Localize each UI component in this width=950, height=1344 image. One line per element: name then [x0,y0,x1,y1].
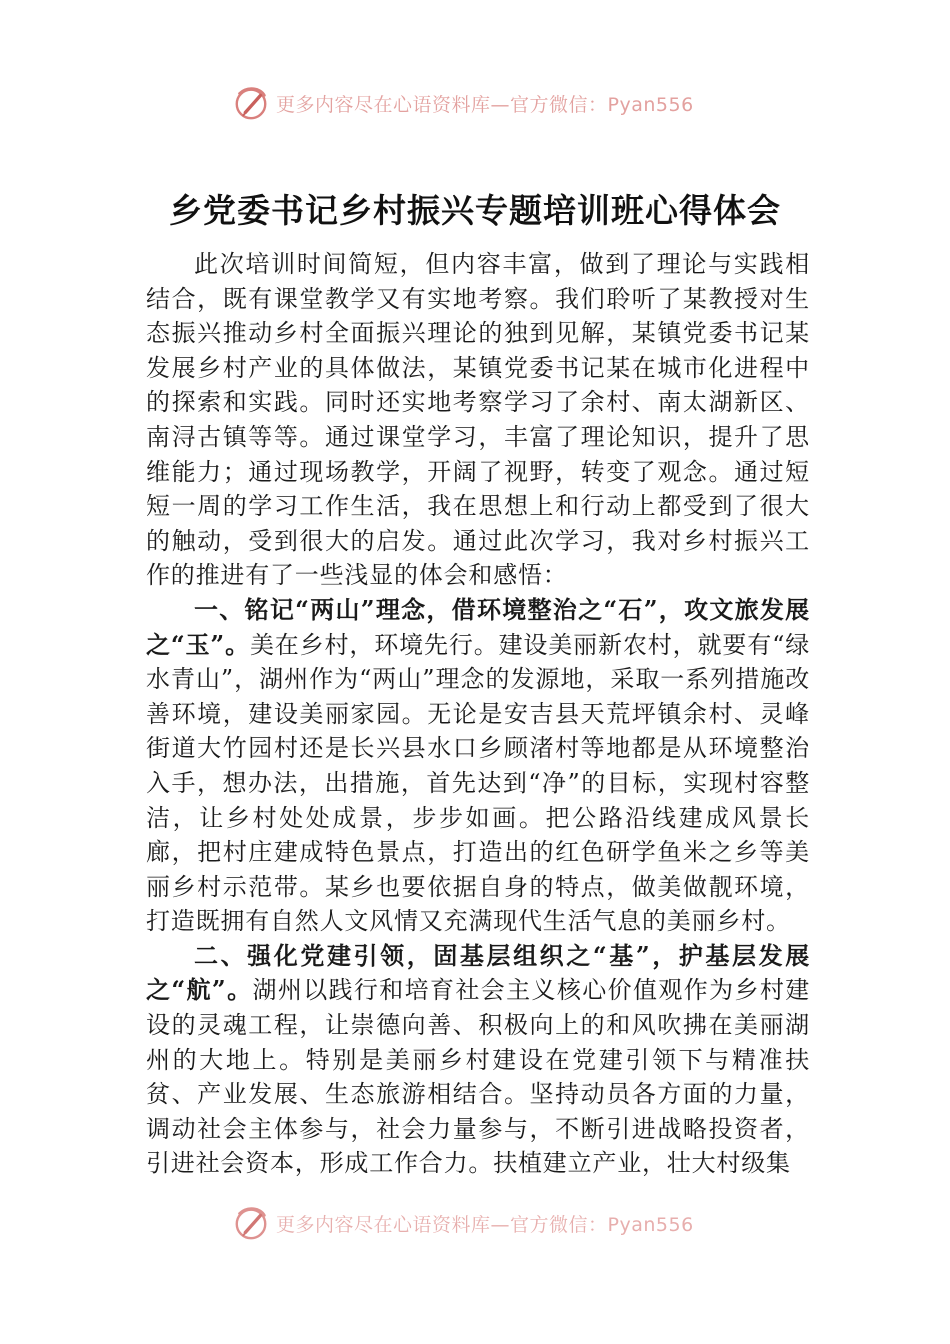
body-paragraph [146,593,810,939]
header-watermark [232,83,694,123]
footer-watermark [232,1203,694,1243]
watermark-text: 更多内容尽在心语资料库—官方微信：Pyan556 [276,93,694,116]
document-title: 乡党委书记乡村振兴专题培训班心得体会 [169,191,781,230]
section-heading: 二、强化党建引领，固基层组织之“基”，护基层发展之“航”。 [146,940,810,1005]
watermark-text: 更多内容尽在心语资料库—官方微信：Pyan556 [276,1213,694,1236]
paragraph-text: 美在乡村，环境先行。建设美丽新农村，就要有“绿水青山”，湖州作为“两山”理念的发源地，采取一系列措施改善环境，建设美丽家园。无论是安吉县天荒坪镇余村、灵峰街道大竹园村还是长兴县水口乡顾渚村等地都是从环境整治入手，想办法，出措施，首先达到“净”的目标，实现村容整洁，让乡村处处成景，步步如画。把公路沿线建成风景长廊，把村庄建成特色景点，打造出的红色研学鱼米之乡等美丽乡村示范带。某乡也要依据自身的特点，做美做靓环境，打造既拥有自然人文风情又充满现代生活气息的美丽乡村。 [146,630,811,936]
brush-logo-icon [232,1204,270,1242]
paragraph-text: 湖州以践行和培育社会主义核心价值观作为乡村建设的灵魂工程，让崇德向善、积极向上的和风吹拂在美丽湖州的大地上。特别是美丽乡村建设在党建引领下与精准扶贫、产业发展、生态旅游相结合。坚持动员各方面的力量，调动社会主体参与，社会力量参与，不断引进战略投资者，引进社会资本，形成工作合力。扶植建立产业，壮大村级集 [146,976,810,1178]
brush-logo-icon [232,84,270,122]
document-body [146,247,810,1181]
section-heading: 一、铭记“两山”理念，借环境整治之“石”，攻文旅发展之“玉”。 [146,594,810,659]
body-paragraph [146,939,810,1181]
body-paragraph [146,247,810,593]
paragraph-text: 此次培训时间简短，但内容丰富，做到了理论与实践相结合，既有课堂教学又有实地考察。我们聆听了某教授对生态振兴推动乡村全面振兴理论的独到见解，某镇党委书记某发展乡村产业的具体做法，某镇党委书记某在城市化进程中的探索和实践。同时还实地考察学习了余村、南太湖新区、南浔古镇等等。通过课堂学习，丰富了理论知识，提升了思维能力；通过现场教学，开阔了视野，转变了观念。通过短短一周的学习工作生活，我在思想上和行动上都受到了很大的触动，受到很大的启发。通过此次学习，我对乡村振兴工作的推进有了一些浅显的体会和感悟： [146,250,810,590]
